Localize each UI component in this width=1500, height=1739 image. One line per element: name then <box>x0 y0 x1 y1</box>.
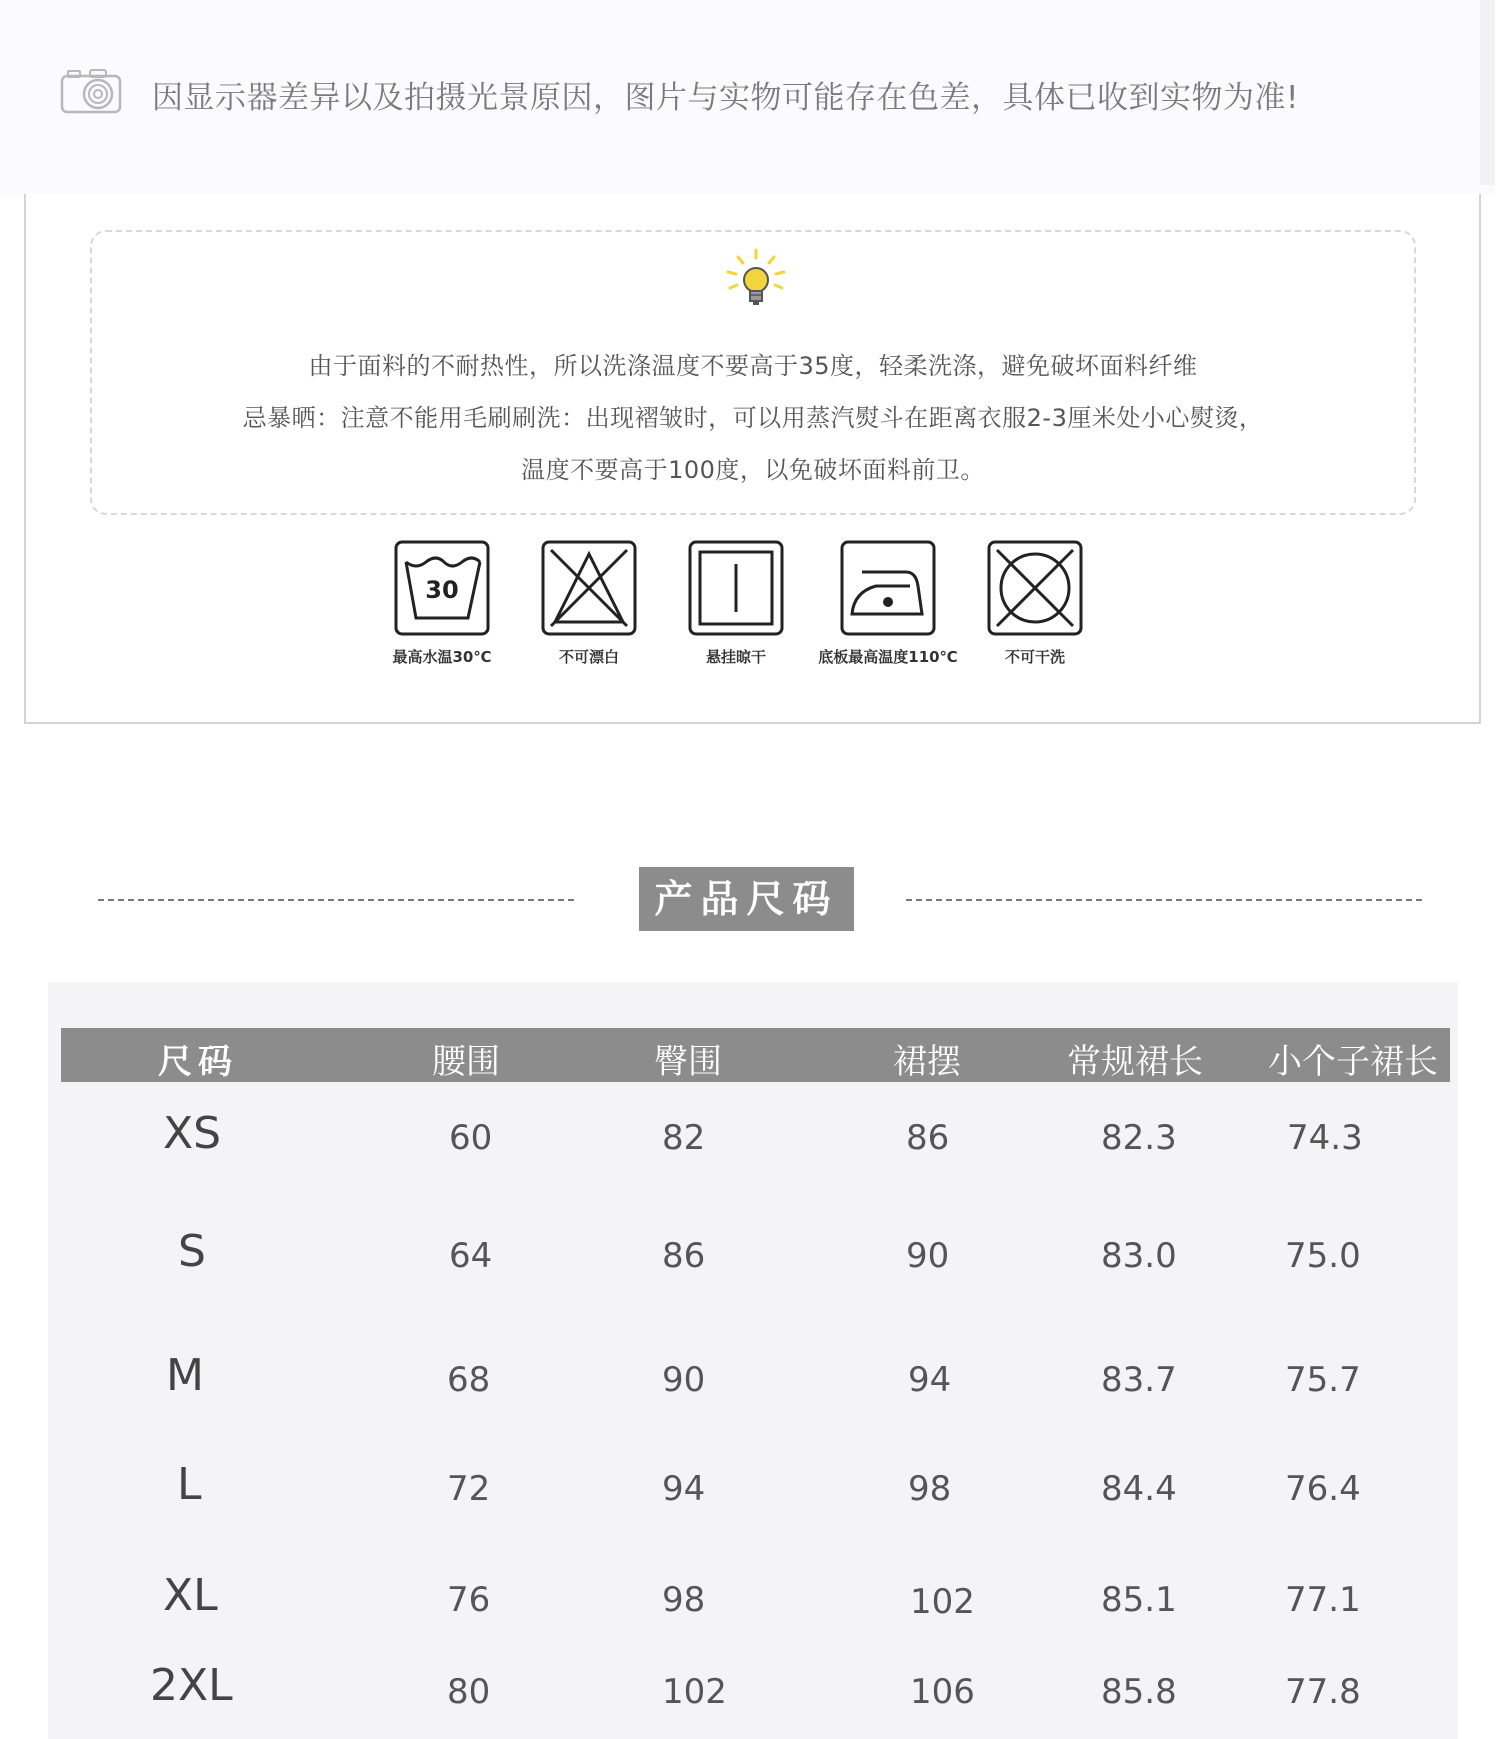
table-row-size: M <box>166 1350 204 1401</box>
no-dry-clean-label: 不可干洗 <box>1004 648 1065 666</box>
header-hem: 裙摆 <box>893 1042 961 1082</box>
table-cell: 77.1 <box>1285 1580 1361 1620</box>
hang-dry-icon <box>688 540 784 636</box>
table-row-size: XL <box>163 1570 218 1621</box>
table-cell: 90 <box>662 1360 706 1400</box>
care-line-3: 温度不要高于100度，以免破坏面料前卫。 <box>521 456 985 484</box>
table-cell: 77.8 <box>1285 1672 1361 1712</box>
table-cell: 90 <box>906 1236 950 1276</box>
table-cell: 80 <box>447 1672 491 1712</box>
care-line-2: 忌暴晒：注意不能用毛刷刷洗：出现褶皱时，可以用蒸汽熨斗在距离衣服2-3厘米处小心熨烫， <box>242 404 1264 432</box>
table-cell: 98 <box>662 1580 706 1620</box>
wash-30-icon <box>394 540 490 636</box>
no-bleach-label: 不可漂白 <box>558 648 619 666</box>
table-cell: 68 <box>447 1360 491 1400</box>
header-hip: 臀围 <box>654 1042 722 1082</box>
camera-icon <box>60 68 124 114</box>
table-cell: 64 <box>449 1236 493 1276</box>
hang-dry-label: 悬挂晾干 <box>705 648 766 666</box>
table-cell: 85.1 <box>1101 1580 1177 1620</box>
table-row-size: L <box>177 1459 202 1510</box>
lightbulb-icon <box>724 248 788 312</box>
table-cell: 82.3 <box>1101 1118 1177 1158</box>
size-table <box>48 982 1458 1739</box>
table-cell: 102 <box>662 1672 727 1712</box>
table-cell: 74.3 <box>1287 1118 1363 1158</box>
wash-30-label: 最高水温30℃ <box>392 648 492 666</box>
no-bleach-icon <box>541 540 637 636</box>
table-row-size: S <box>178 1226 206 1277</box>
table-cell: 94 <box>662 1469 706 1509</box>
table-cell: 102 <box>910 1582 975 1622</box>
header-petite-length: 小个子裙长 <box>1268 1042 1438 1082</box>
header-regular-length: 常规裙长 <box>1067 1042 1203 1082</box>
iron-label: 底板最高温度110℃ <box>818 648 958 666</box>
table-cell: 98 <box>908 1469 952 1509</box>
table-cell: 72 <box>447 1469 491 1509</box>
table-cell: 86 <box>906 1118 950 1158</box>
title-divider-right <box>906 899 1422 901</box>
size-table-header <box>61 1028 1450 1082</box>
table-cell: 85.8 <box>1101 1672 1177 1712</box>
table-cell: 83.7 <box>1101 1360 1177 1400</box>
header-size: 尺码 <box>158 1042 238 1082</box>
table-cell: 94 <box>908 1360 952 1400</box>
care-line-1: 由于面料的不耐热性，所以洗涤温度不要高于35度，轻柔洗涤，避免破坏面料纤维 <box>308 352 1198 380</box>
table-cell: 60 <box>449 1118 493 1158</box>
no-dry-clean-icon <box>987 540 1083 636</box>
table-cell: 83.0 <box>1101 1236 1177 1276</box>
table-cell: 76.4 <box>1285 1469 1361 1509</box>
section-title: 产品尺码 <box>639 867 854 931</box>
color-disclaimer-text: 因显示器差异以及拍摄光景原因，图片与实物可能存在色差，具体已收到实物为准! <box>152 80 1299 116</box>
table-cell: 76 <box>447 1580 491 1620</box>
table-cell: 106 <box>910 1672 975 1712</box>
table-cell: 86 <box>662 1236 706 1276</box>
table-row-size: XS <box>163 1108 222 1159</box>
table-cell: 84.4 <box>1101 1469 1177 1509</box>
header-waist: 腰围 <box>432 1042 500 1082</box>
table-cell: 82 <box>662 1118 706 1158</box>
wash-temp-number: 30 <box>425 576 459 604</box>
table-cell: 75.0 <box>1285 1236 1361 1276</box>
notice-edge <box>1480 0 1495 185</box>
title-divider-left <box>98 899 574 901</box>
iron-icon <box>840 540 936 636</box>
table-cell: 75.7 <box>1285 1360 1361 1400</box>
table-row-size: 2XL <box>150 1660 233 1711</box>
